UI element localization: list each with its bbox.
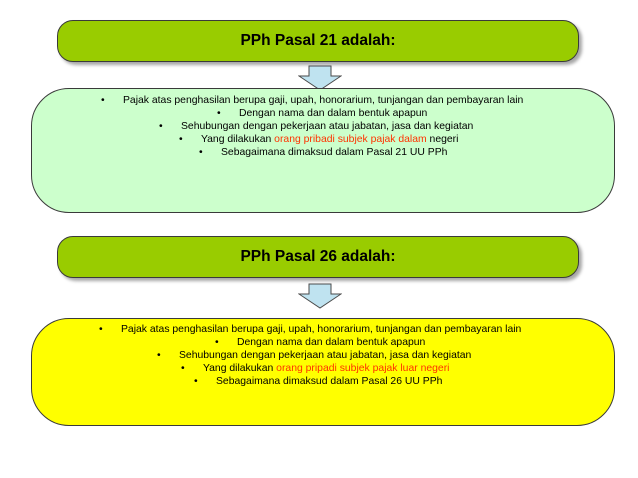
section2-item: • Dengan nama dan dalam bentuk apapun xyxy=(215,337,426,348)
section1-item: • Yang dilakukan orang pribadi subjek pajak dalam negeri xyxy=(179,134,459,145)
down-arrow-icon xyxy=(298,283,342,309)
section1-item: • Sebagaimana dimaksud dalam Pasal 21 UU PPh xyxy=(199,147,448,158)
section1-item: • Dengan nama dan dalam bentuk apapun xyxy=(217,108,428,119)
section2-item: • Yang dilakukan orang pripadi subjek pajak luar negeri xyxy=(181,363,450,374)
section1-item: • Pajak atas penghasilan berupa gaji, upah, honorarium, tunjangan dan pembayaran lain xyxy=(101,95,524,106)
section2-title: PPh Pasal 26 adalah: xyxy=(57,236,579,278)
section1-title: PPh Pasal 21 adalah: xyxy=(57,20,579,62)
section2-item: • Pajak atas penghasilan berupa gaji, upah, honorarium, tunjangan dan pembayaran lain xyxy=(99,324,522,335)
section1-item: • Sehubungan dengan pekerjaan atau jabatan, jasa dan kegiatan xyxy=(159,121,474,132)
section2-box xyxy=(31,318,615,426)
section2-item: • Sehubungan dengan pekerjaan atau jabatan, jasa dan kegiatan xyxy=(157,350,472,361)
section1-box xyxy=(31,88,615,213)
section2-item: • Sebagaimana dimaksud dalam Pasal 26 UU PPh xyxy=(194,376,443,387)
